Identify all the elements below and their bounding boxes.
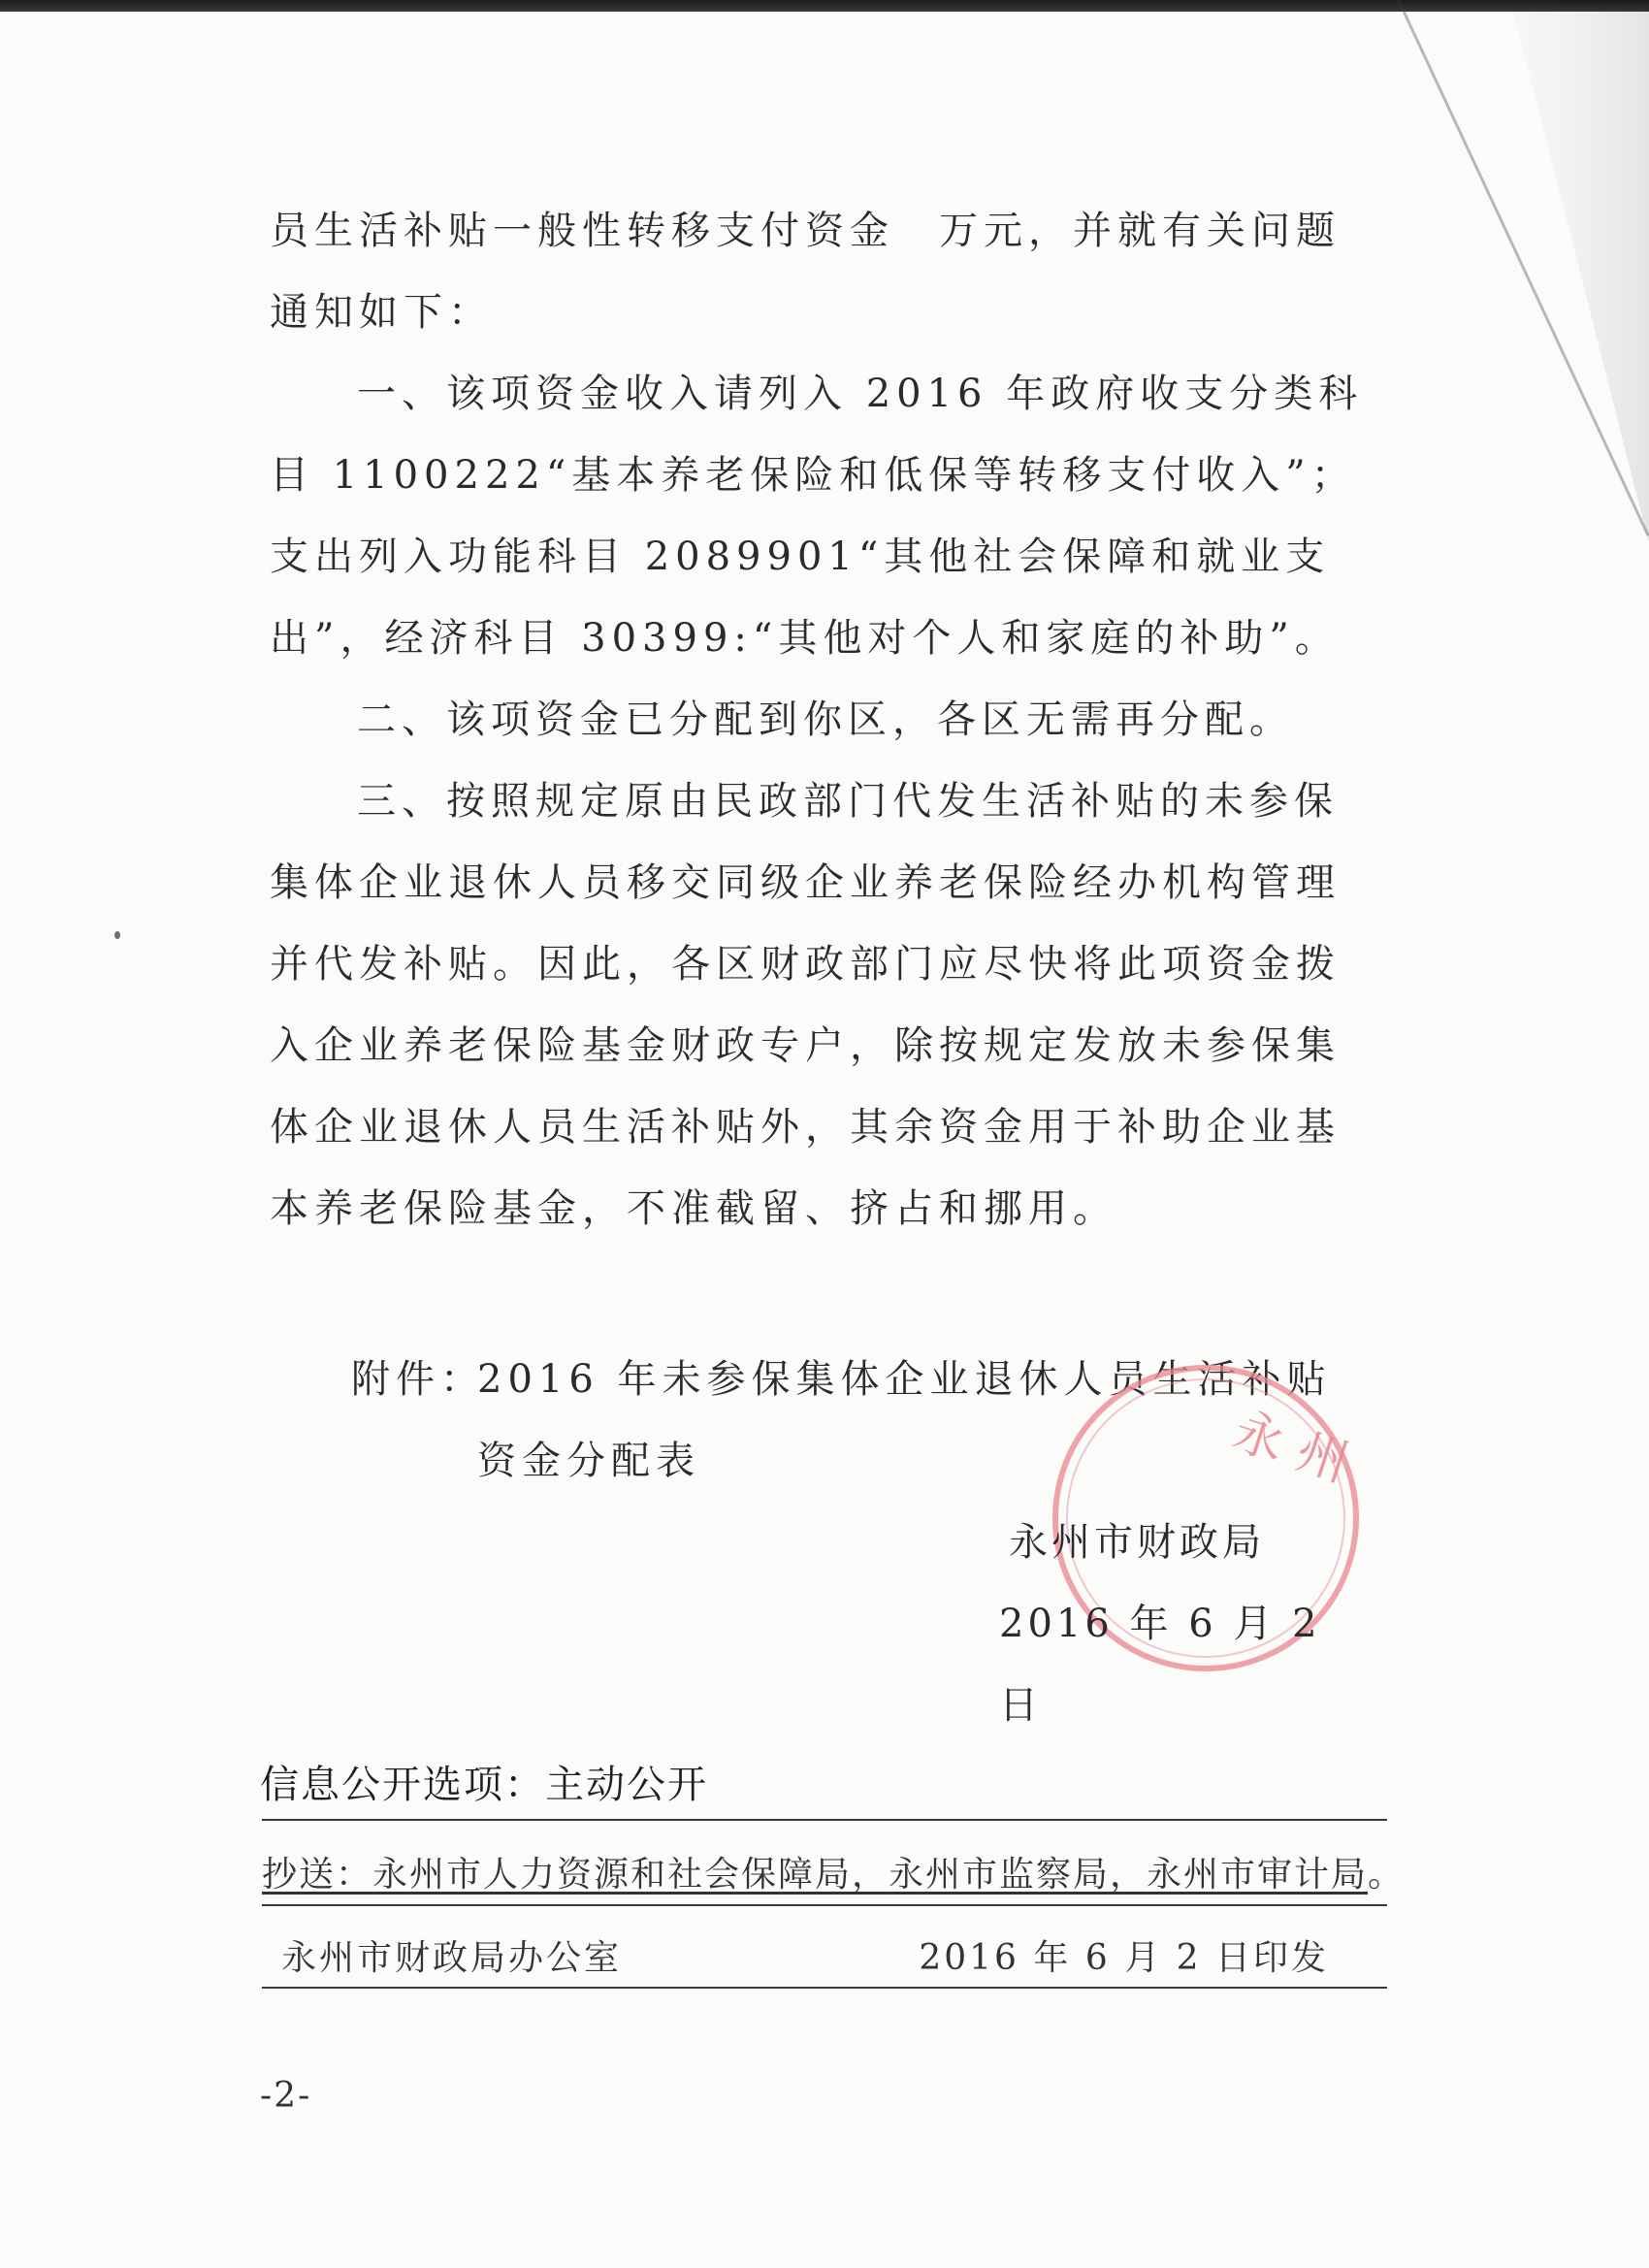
body-paragraph-4: 三、按照规定原由民政部门代发生活补贴的未参保集体企业退休人员移交同级企业养老保险经办机构管理并代发补贴。因此，各区财政部门应尽快将此项资金拨入企业养老保险基金财政专户，除按规定发放未参保集体企业退休人员生活补贴外，其余资金用于补助企业基本养老保险基金，不准截留、挤占和挪用。: [270, 779, 1341, 1231]
scan-speck: [114, 931, 120, 939]
divider-middle: [262, 1904, 1387, 1906]
cc-end: 。: [1368, 1855, 1406, 1895]
attachment-title: 2016 年未参保集体企业退休人员生活补贴资金分配表: [477, 1357, 1332, 1483]
divider-bottom: [262, 1987, 1387, 1989]
body-paragraph-1: 员生活补贴一般性转移支付资金 万元，并就有关问题通知如下：: [270, 209, 1341, 335]
notice-body: [270, 190, 1366, 1249]
print-date: 2016 年 6 月 2 日印发: [919, 1938, 1329, 1978]
issuing-office: 永州市财政局办公室: [281, 1938, 623, 1978]
issuing-organization: 永州市财政局: [1009, 1520, 1265, 1565]
page-number: -2-: [260, 2076, 312, 2116]
body-paragraph-2: 一、该项资金收入请列入 2016 年政府收支分类科目 1100222“基本养老保险和低保等转移支付收入”；支出列入功能科目 2089901“其他社会保障和就业支出”，经济科目 30399:“其他对个人和家庭的补助”。: [270, 372, 1364, 661]
attachment-label: 附件：: [351, 1357, 485, 1402]
body-paragraph-3: 二、该项资金已分配到你区，各区无需再分配。: [357, 697, 1294, 742]
signature-block: [999, 1502, 1329, 1746]
cc-recipients: [262, 1847, 1405, 1896]
seal-text: 永 州: [1225, 1402, 1356, 1494]
cc-text: 抄送：永州市人力资源和社会保障局，永州市监察局，永州市审计局: [262, 1855, 1369, 1895]
issue-date: 2016 年 6 月 2 日: [999, 1602, 1321, 1728]
divider-top: [262, 1819, 1387, 1821]
disclosure-option: 信息公开选项：主动公开: [260, 1763, 708, 1807]
folded-corner-shadow: [1465, 0, 1649, 543]
